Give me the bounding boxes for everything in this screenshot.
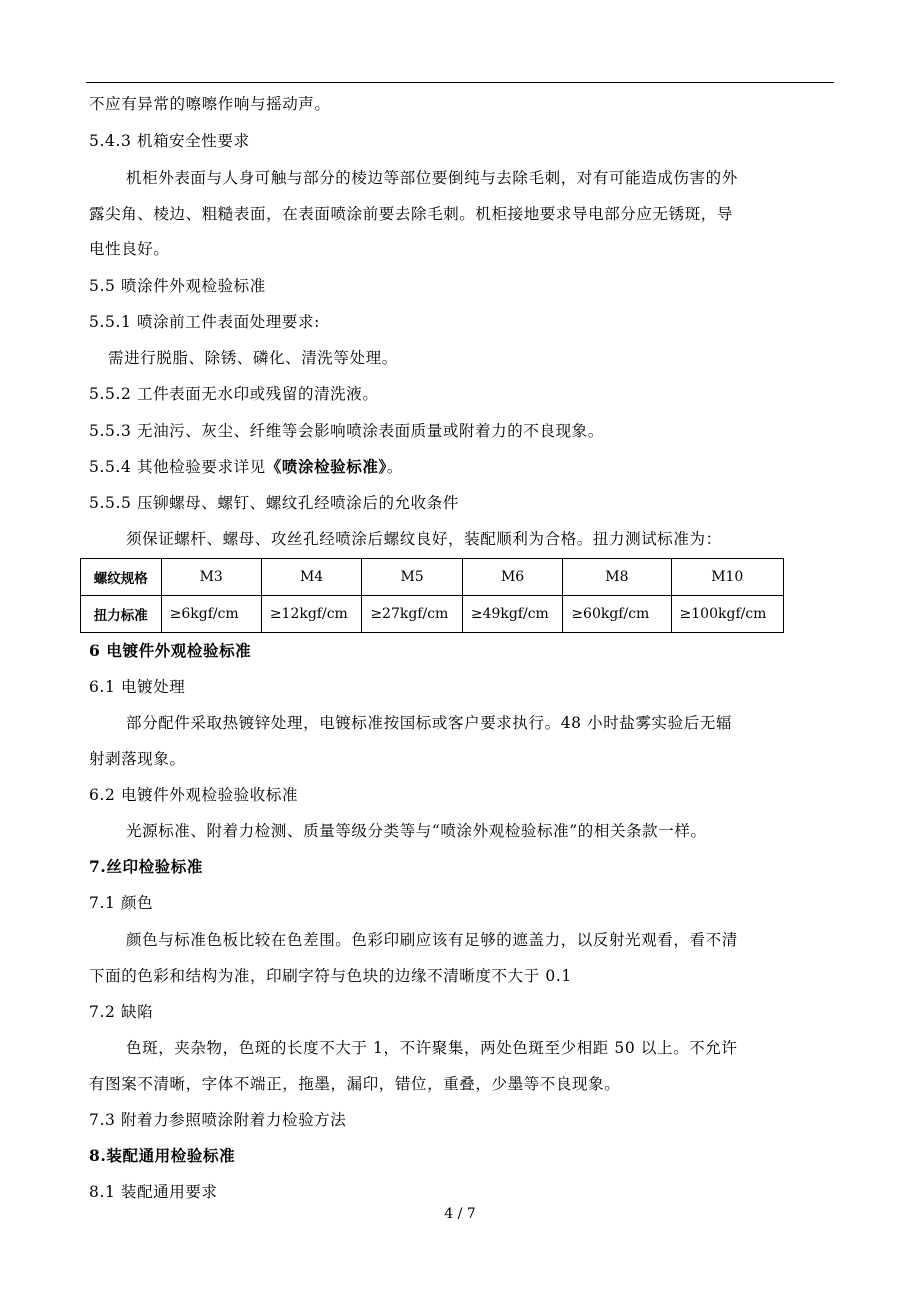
paragraph-line: 电性良好。 bbox=[89, 240, 170, 258]
paragraph-line: 下面的色彩和结构为准，印刷字符与色块的边缘不清晰度不大于 0.1 bbox=[89, 967, 572, 985]
section-heading: 6.2 电镀件外观检验验收标准 bbox=[89, 786, 299, 804]
table-cell: ≥49kgf/cm bbox=[462, 596, 563, 633]
table-header-cell: 螺纹规格 bbox=[81, 559, 162, 596]
table-row bbox=[81, 596, 784, 633]
paragraph-line: 射剥落现象。 bbox=[89, 750, 186, 768]
paragraph-line: 需进行脱脂、除锈、磷化、清洗等处理。 bbox=[108, 349, 398, 367]
paragraph-line: 须保证螺杆、螺母、攻丝孔经喷涂后螺纹良好，装配顺利为合格。扭力测试标准为： bbox=[126, 530, 722, 548]
torque-table bbox=[80, 558, 784, 633]
paragraph-line: 颜色与标准色板比较在色差围。色彩印刷应该有足够的遮盖力，以反射光观看，看不清 bbox=[126, 931, 738, 949]
table-cell: M5 bbox=[362, 559, 463, 596]
table-cell: ≥6kgf/cm bbox=[161, 596, 261, 633]
table-cell: ≥27kgf/cm bbox=[362, 596, 463, 633]
paragraph-line: 部分配件采取热镀锌处理，电镀标准按国标或客户要求执行。48 小时盐雾实验后无辐 bbox=[126, 714, 733, 732]
section-heading: 7.3 附着力参照喷涂附着力检验方法 bbox=[89, 1111, 347, 1129]
table-cell: ≥12kgf/cm bbox=[261, 596, 362, 633]
chapter-heading: 6 电镀件外观检验标准 bbox=[89, 641, 252, 660]
header-rule bbox=[86, 82, 834, 83]
section-heading: 5.5.1 喷涂前工件表面处理要求: bbox=[89, 313, 320, 331]
section-heading: 8.1 装配通用要求 bbox=[89, 1183, 218, 1201]
table-cell: ≥100kgf/cm bbox=[671, 596, 783, 633]
text-line: 不应有异常的嚓嚓作响与摇动声。 bbox=[89, 95, 331, 113]
section-heading: 5.5.5 压铆螺母、螺钉、螺纹孔经喷涂后的允收条件 bbox=[89, 494, 459, 512]
table-cell: M6 bbox=[462, 559, 563, 596]
paragraph-line: 露尖角、棱边、粗糙表面，在表面喷涂前要去除毛刺。机柜接地要求导电部分应无锈斑，导 bbox=[89, 205, 734, 223]
paragraph-line: 有图案不清晰，字体不端正，拖墨，漏印，错位，重叠，少墨等不良现象。 bbox=[89, 1075, 621, 1093]
paragraph-line: 色斑，夹杂物，色斑的长度不大于 1，不许聚集，两处色斑至少相距 50 以上。不允许 bbox=[126, 1039, 738, 1057]
section-heading bbox=[89, 457, 403, 477]
chapter-heading: 7.丝印检验标准 bbox=[89, 857, 203, 876]
paragraph-line: 机柜外表面与人身可触与部分的棱边等部位要倒纯与去除毛刺，对有可能造成伤害的外 bbox=[126, 169, 738, 187]
section-heading: 5.5.2 工件表面无水印或残留的清洗液。 bbox=[89, 385, 379, 403]
doc-reference: 《喷涂检验标准》 bbox=[265, 457, 387, 476]
section-heading: 5.5 喷涂件外观检验标准 bbox=[89, 277, 266, 295]
table-cell: ≥60kgf/cm bbox=[563, 596, 671, 633]
section-heading: 7.1 颜色 bbox=[89, 894, 154, 912]
paragraph-line: 光源标准、附着力检测、质量等级分类等与“喷涂外观检验标准”的相关条款一样。 bbox=[126, 822, 707, 840]
table-cell: M10 bbox=[671, 559, 783, 596]
chapter-heading: 8.装配通用检验标准 bbox=[89, 1146, 236, 1165]
table-cell: M8 bbox=[563, 559, 671, 596]
section-heading: 5.4.3 机箱安全性要求 bbox=[89, 132, 250, 150]
table-cell: M4 bbox=[261, 559, 362, 596]
text-span: 5.5.4 其他检验要求详见 bbox=[89, 458, 266, 476]
table-cell: M3 bbox=[161, 559, 261, 596]
section-heading: 5.5.3 无油污、灰尘、纤维等会影响喷涂表面质量或附着力的不良现象。 bbox=[89, 422, 604, 440]
table-row bbox=[81, 559, 784, 596]
text-span: 。 bbox=[386, 458, 403, 476]
page-number: 4 / 7 bbox=[444, 1206, 476, 1222]
section-heading: 6.1 电镀处理 bbox=[89, 678, 186, 696]
table-header-cell: 扭力标准 bbox=[81, 596, 162, 633]
section-heading: 7.2 缺陷 bbox=[89, 1003, 154, 1021]
